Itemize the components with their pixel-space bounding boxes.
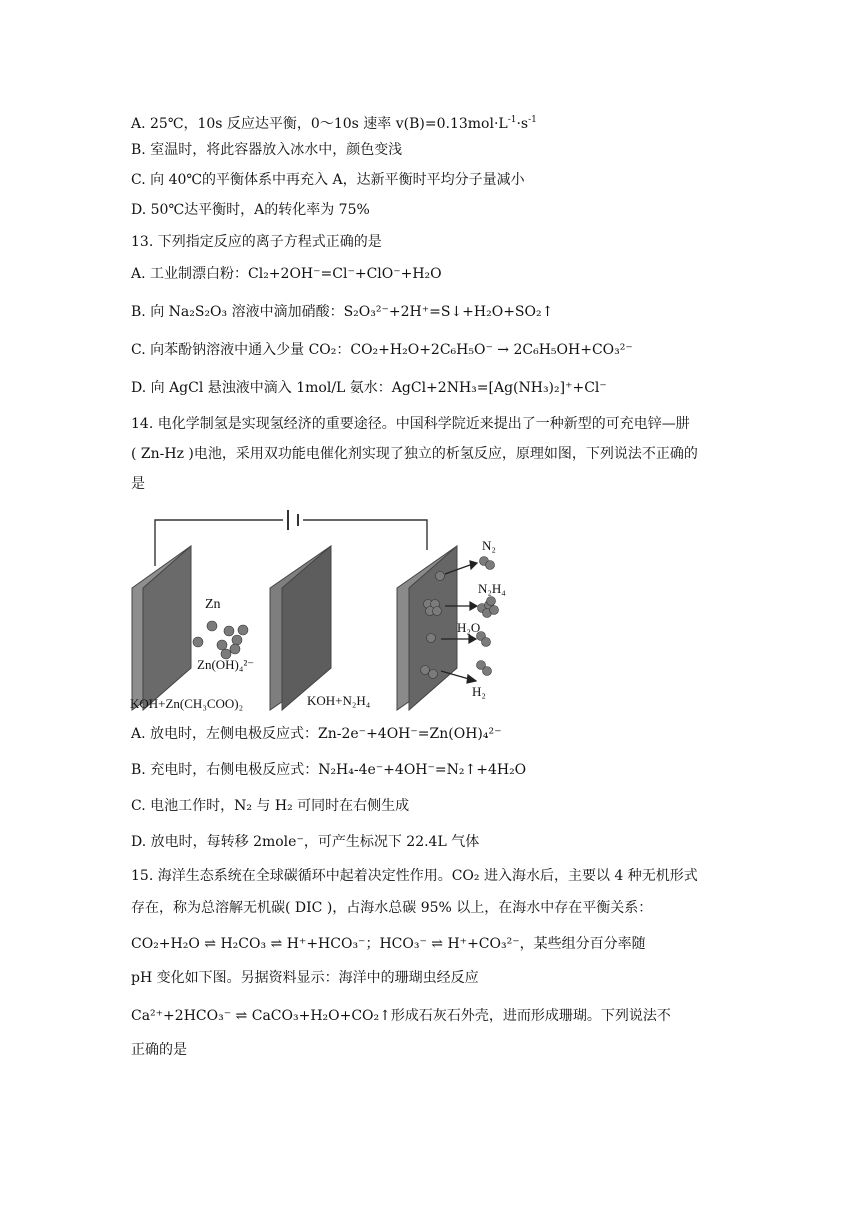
product-molecules (477, 557, 499, 676)
label-zn-oh4: Zn(OH)₄²⁻ (197, 657, 255, 672)
q14-option-a: A. 放电时，左侧电极反应式：Zn-2e⁻+4OH⁻=Zn(OH)₄²⁻ (131, 726, 502, 742)
q15-line3: CO₂+H₂O ⇌ H₂CO₃ ⇌ H⁺+HCO₃⁻；HCO₃⁻ ⇌ H⁺+CO₃²⁻，某些组分百分率随 (131, 936, 646, 952)
q14-option-b: B. 充电时，右侧电极反应式：N₂H₄-4e⁻+4OH⁻=N₂↑+4H₂O (131, 762, 527, 778)
q15-line1: 15. 海洋生态系统在全球碳循环中起着决定性作用。CO₂ 进入海水后，主要以 4 种无机形式 (131, 868, 698, 884)
q13-option-a: A. 工业制漂白粉：Cl₂+2OH⁻=Cl⁻+ClO⁻+H₂O (131, 266, 442, 282)
middle-membrane (270, 546, 331, 710)
zn-hz-battery-diagram (125, 508, 525, 713)
q14-stem-line3: 是 (131, 476, 145, 492)
left-electrode (132, 546, 191, 710)
q15-line2: 存在，称为总溶解无机碳( DIC )，占海水总碳 95% 以上，在海水中存在平衡关系： (131, 900, 653, 916)
q14-option-c: C. 电池工作时，N₂ 与 H₂ 可同时在右侧生成 (131, 798, 410, 814)
q15-line6: 正确的是 (131, 1042, 187, 1058)
right-electrode (397, 546, 457, 710)
q13-stem: 13. 下列指定反应的离子方程式正确的是 (131, 234, 382, 250)
q13-option-b: B. 向 Na₂S₂O₃ 溶液中滴加硝酸：S₂O₃²⁻+2H⁺=S↓+H₂O+SO₂↑ (131, 304, 554, 320)
q12-option-c: C. 向 40℃的平衡体系中再充入 A，达新平衡时平均分子量减小 (131, 172, 525, 188)
external-circuit (155, 520, 427, 566)
q12-option-a-text: A. 25℃，10s 反应达平衡，0～10s 速率 v(B)=0.13mol·L (131, 116, 508, 132)
q14-stem-line2: ( Zn-Hz )电池，采用双功能电催化剂实现了独立的析氢反应，原理如图，下列说法不正确的 (131, 446, 698, 462)
q12-option-d: D. 50℃达平衡时，A的转化率为 75% (131, 202, 370, 218)
label-right-solution: KOH+N₂H₄ (307, 693, 371, 708)
label-h2o: H₂O (457, 620, 481, 635)
q12-option-a (131, 110, 537, 134)
label-n2h4: N₂H₄ (478, 581, 506, 596)
q12-option-a-mid: ·s (516, 116, 529, 132)
label-left-solution: KOH+Zn(CH₃COO)₂ (130, 696, 244, 711)
q15-line5: Ca²⁺+2HCO₃⁻ ⇌ CaCO₃+H₂O+CO₂↑形成石灰石外壳，进而形成珊瑚。下列说法不 (131, 1008, 671, 1024)
q14-option-d: D. 放电时，每转移 2mole⁻，可产生标况下 22.4L 气体 (131, 834, 480, 850)
q14-stem-line1: 14. 电化学制氢是实现氢经济的重要途径。中国科学院近来提出了一种新型的可充电锌—肼 (131, 416, 690, 432)
q12-option-b: B. 室温时，将此容器放入冰水中，颜色变浅 (131, 142, 403, 158)
label-n2: N₂ (482, 538, 496, 553)
q13-option-d: D. 向 AgCl 悬浊液中滴入 1mol/L 氨水：AgCl+2NH₃=[Ag(NH₃)₂]⁺+Cl⁻ (131, 380, 607, 396)
q13-option-c: C. 向苯酚钠溶液中通入少量 CO₂：CO₂+H₂O+2C₆H₅O⁻ → 2C₆H₅OH+CO₃²⁻ (131, 342, 633, 358)
label-zn: Zn (205, 597, 221, 612)
q12-option-a-sup1: -1 (507, 115, 517, 125)
q15-line4: pH 变化如下图。另据资料显示：海洋中的珊瑚虫经反应 (131, 970, 479, 986)
label-h2: H₂ (472, 684, 486, 699)
q12-option-a-sup2: -1 (528, 115, 537, 125)
zn-ion-particles (193, 621, 248, 659)
